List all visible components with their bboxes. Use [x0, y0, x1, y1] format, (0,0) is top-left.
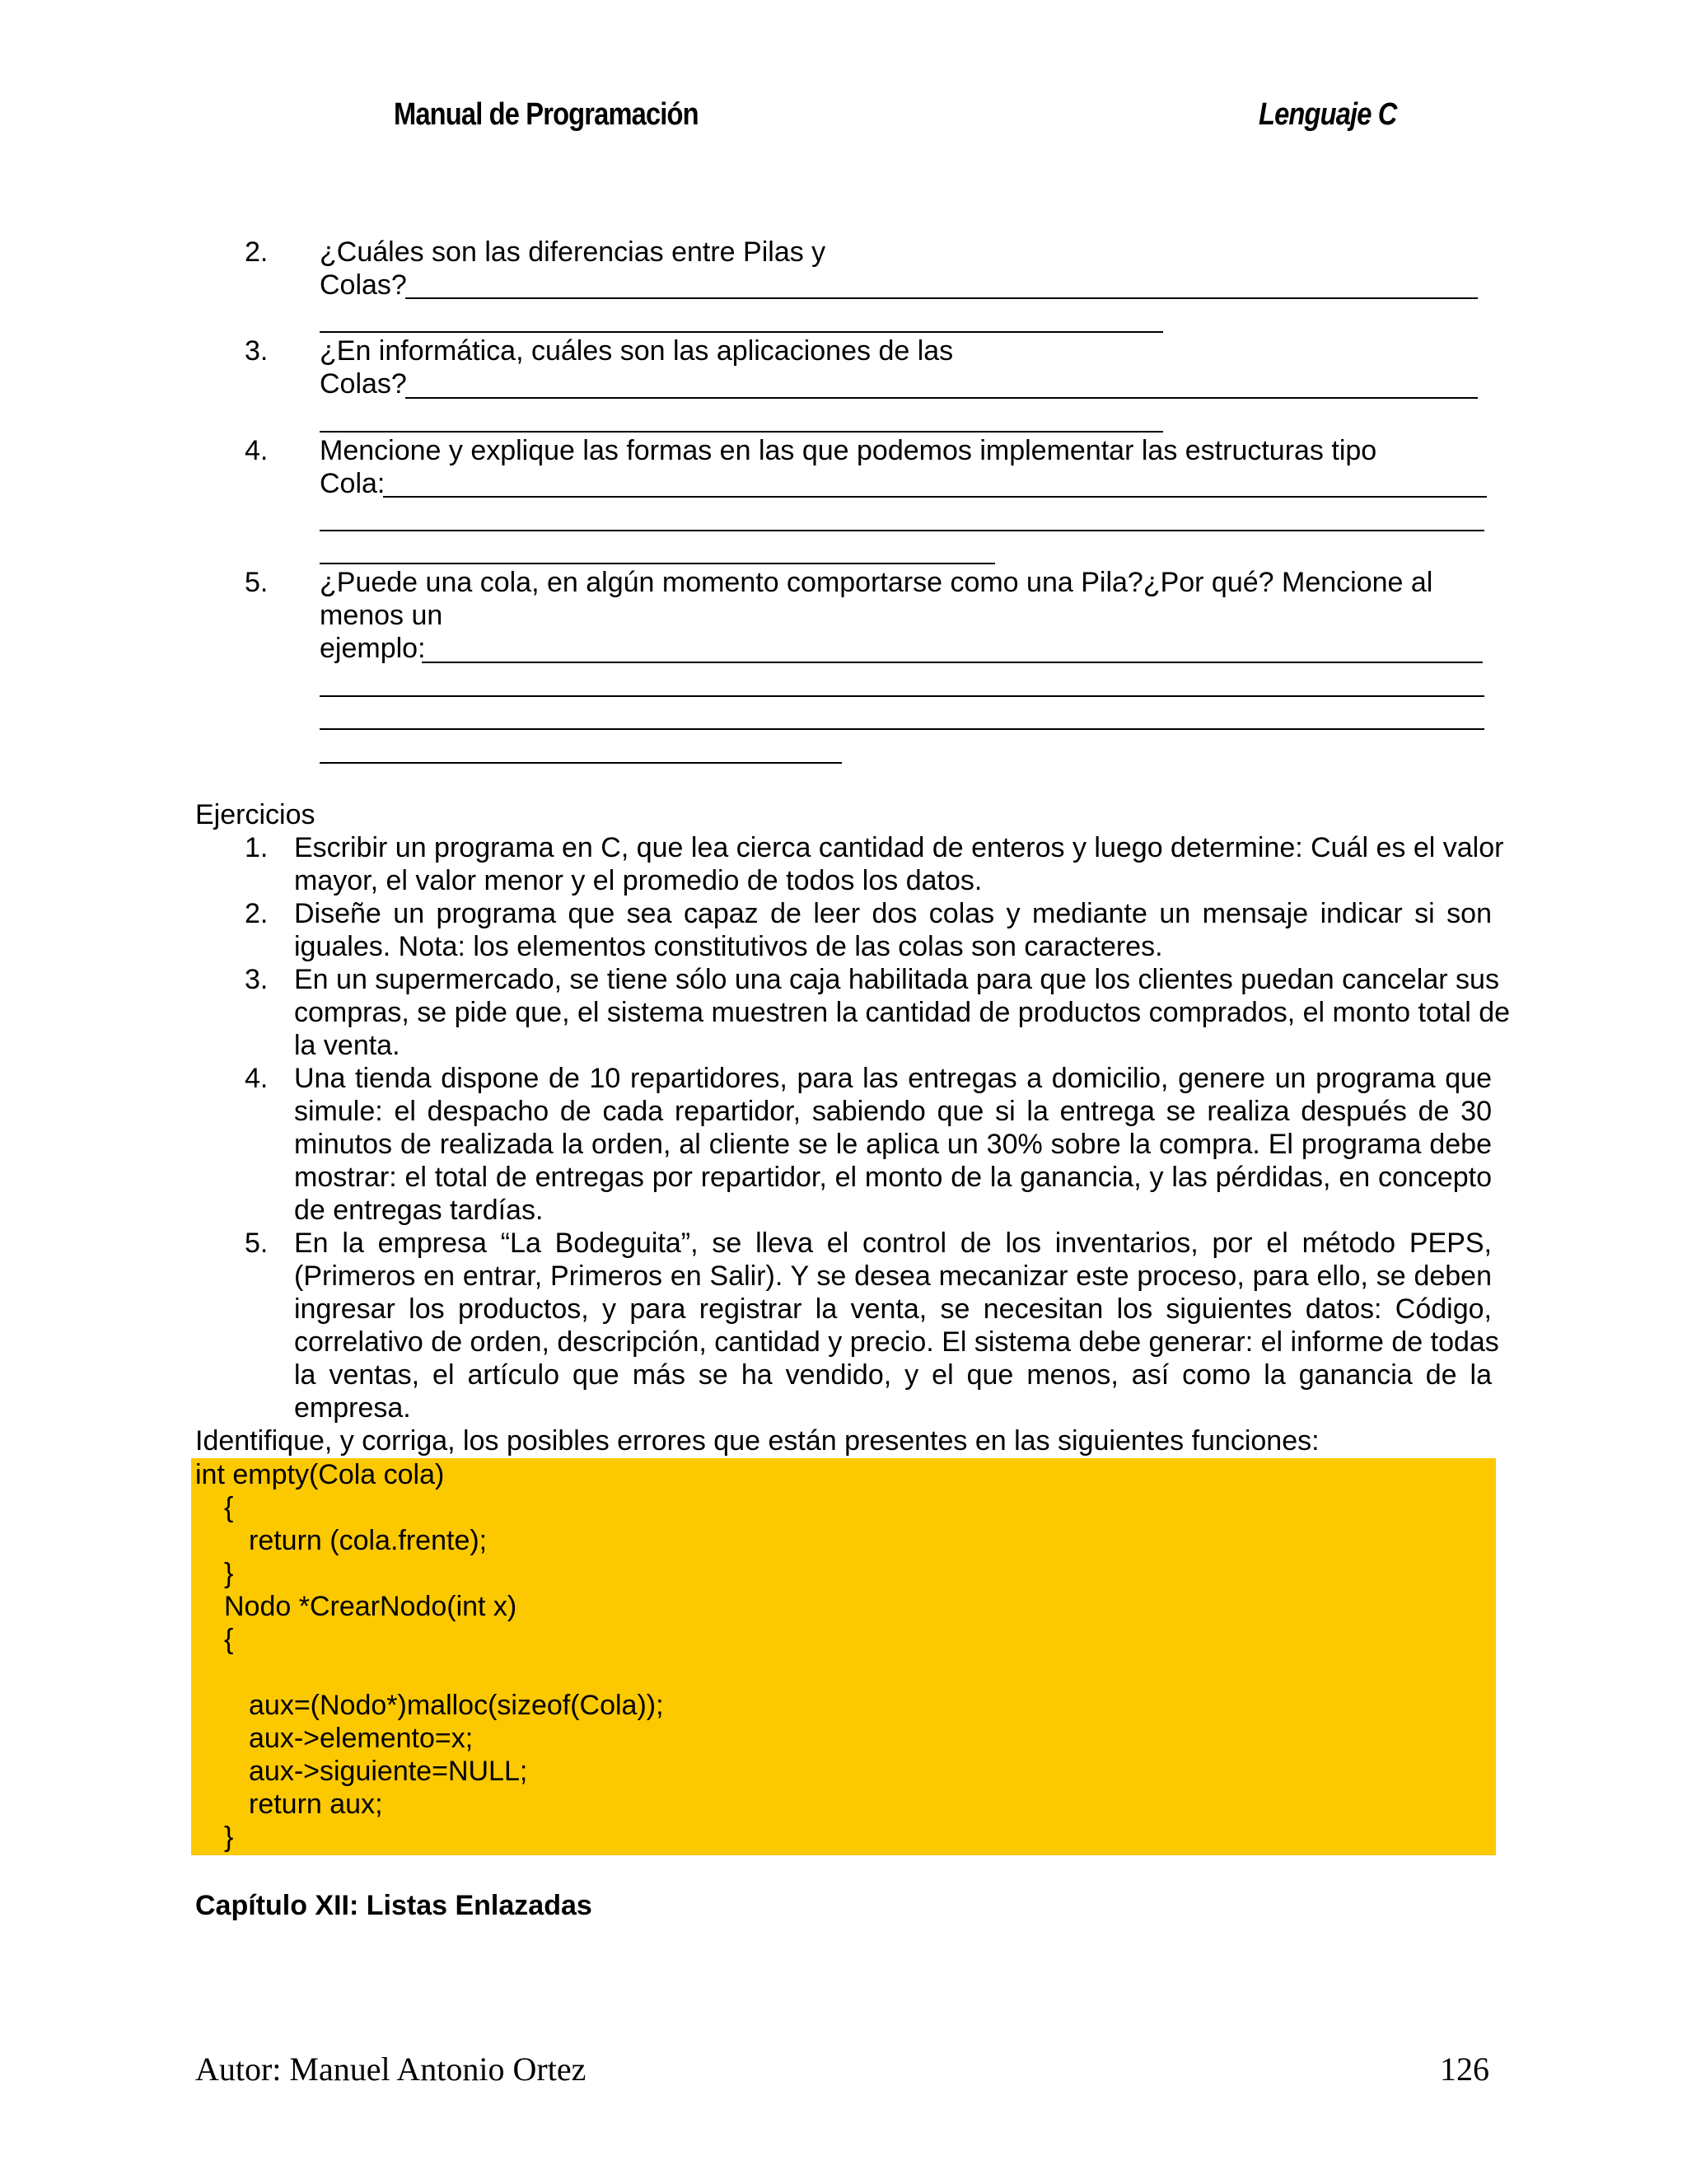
question-text: Colas? — [320, 368, 407, 400]
question-text: Cola: — [320, 468, 386, 499]
exercise-text: simule: el despacho de cada repartidor, sabiendo que si la entrega se realiza después de 30 — [294, 1096, 1492, 1127]
question-number: 3. — [245, 335, 269, 367]
answer-line[interactable] — [422, 662, 1483, 663]
exercise-text: empresa. — [294, 1392, 411, 1424]
code-line: aux->elemento=x; — [249, 1723, 474, 1754]
header-title: Manual de Programación — [394, 97, 699, 132]
question-text: ¿En informática, cuáles son las aplicaciones de las — [320, 335, 954, 367]
exercise-number: 4. — [245, 1063, 269, 1094]
exercise-text: (Primeros en entrar, Primeros en Salir). Y se desea mecanizar este proceso, para ello, se deben — [294, 1260, 1492, 1292]
answer-line[interactable] — [320, 431, 1163, 433]
exercises-title: Ejercicios — [195, 799, 315, 830]
answer-line[interactable] — [320, 728, 1484, 730]
exercise-number: 5. — [245, 1228, 269, 1259]
exercise-number: 2. — [245, 898, 269, 929]
code-line: aux->siguiente=NULL; — [249, 1756, 528, 1787]
answer-line[interactable] — [320, 563, 995, 564]
exercise-text: mostrar: el total de entregas por repartidor, el monto de la ganancia, y las pérdidas, en concepto — [294, 1162, 1492, 1193]
code-line: } — [224, 1558, 234, 1589]
exercise-text: Una tienda dispone de 10 repartidores, para las entregas a domicilio, genere un programa que — [294, 1063, 1492, 1094]
answer-line[interactable] — [405, 397, 1478, 399]
question-text: Colas? — [320, 269, 407, 301]
answer-line[interactable] — [383, 496, 1487, 498]
answer-line[interactable] — [405, 297, 1478, 299]
exercise-text: mayor, el valor menor y el promedio de todos los datos. — [294, 865, 983, 896]
chapter-heading: Capítulo XII: Listas Enlazadas — [195, 1890, 592, 1921]
exercise-number: 3. — [245, 964, 269, 995]
code-line: Nodo *CrearNodo(int x) — [224, 1591, 517, 1622]
question-text: Mencione y explique las formas en las que podemos implementar las estructuras tipo — [320, 435, 1377, 466]
exercise-text: En la empresa “La Bodeguita”, se lleva el control de los inventarios, por el método PEPS, — [294, 1228, 1492, 1259]
answer-line[interactable] — [320, 695, 1484, 697]
question-text: ¿Cuáles son las diferencias entre Pilas y — [320, 236, 826, 268]
answer-line[interactable] — [320, 762, 842, 764]
exercise-text: la venta. — [294, 1030, 400, 1061]
code-line: { — [224, 1624, 234, 1655]
answer-line[interactable] — [320, 331, 1163, 333]
exercise-text: minutos de realizada la orden, al cliente se le aplica un 30% sobre la compra. El programa debe — [294, 1129, 1492, 1160]
exercise-text: de entregas tardías. — [294, 1195, 544, 1226]
exercise-text: En un supermercado, se tiene sólo una caja habilitada para que los clientes puedan cancelar sus — [294, 964, 1499, 995]
code-line: { — [224, 1492, 234, 1523]
question-number: 5. — [245, 567, 269, 598]
exercise-text: ingresar los productos, y para registrar la venta, se necesitan los siguientes datos: Código, — [294, 1293, 1492, 1325]
identify-instruction: Identifique, y corriga, los posibles errores que están presentes en las siguientes funciones: — [195, 1425, 1320, 1457]
question-number: 4. — [245, 435, 269, 466]
exercise-text: correlativo de orden, descripción, cantidad y precio. El sistema debe generar: el informe de todas — [294, 1326, 1499, 1358]
footer-author: Autor: Manuel Antonio Ortez — [195, 2051, 586, 2088]
code-line: aux=(Nodo*)malloc(sizeof(Cola)); — [249, 1690, 664, 1721]
header-subtitle: Lenguaje C — [1259, 97, 1397, 132]
question-text: menos un — [320, 600, 443, 631]
exercise-text: Escribir un programa en C, que lea cierca cantidad de enteros y luego determine: Cuál es el valor — [294, 832, 1504, 863]
code-line: return aux; — [249, 1789, 383, 1820]
code-line: int empty(Cola cola) — [195, 1459, 445, 1490]
exercise-number: 1. — [245, 832, 269, 863]
exercise-text: iguales. Nota: los elementos constitutivos de las colas son caracteres. — [294, 931, 1163, 962]
answer-line[interactable] — [320, 530, 1484, 531]
page-number: 126 — [1440, 2051, 1489, 2088]
exercise-text: la ventas, el artículo que más se ha vendido, y el que menos, así como la ganancia de la — [294, 1359, 1492, 1391]
code-block — [191, 1458, 1496, 1855]
question-number: 2. — [245, 236, 269, 268]
question-text: ¿Puede una cola, en algún momento comportarse como una Pila?¿Por qué? Mencione al — [320, 567, 1433, 598]
code-line: } — [224, 1822, 234, 1853]
code-line: return (cola.frente); — [249, 1525, 488, 1556]
question-text: ejemplo: — [320, 633, 426, 664]
exercise-text: Diseñe un programa que sea capaz de leer dos colas y mediante un mensaje indicar si son — [294, 898, 1492, 929]
exercise-text: compras, se pide que, el sistema muestren la cantidad de productos comprados, el monto total de — [294, 997, 1511, 1028]
